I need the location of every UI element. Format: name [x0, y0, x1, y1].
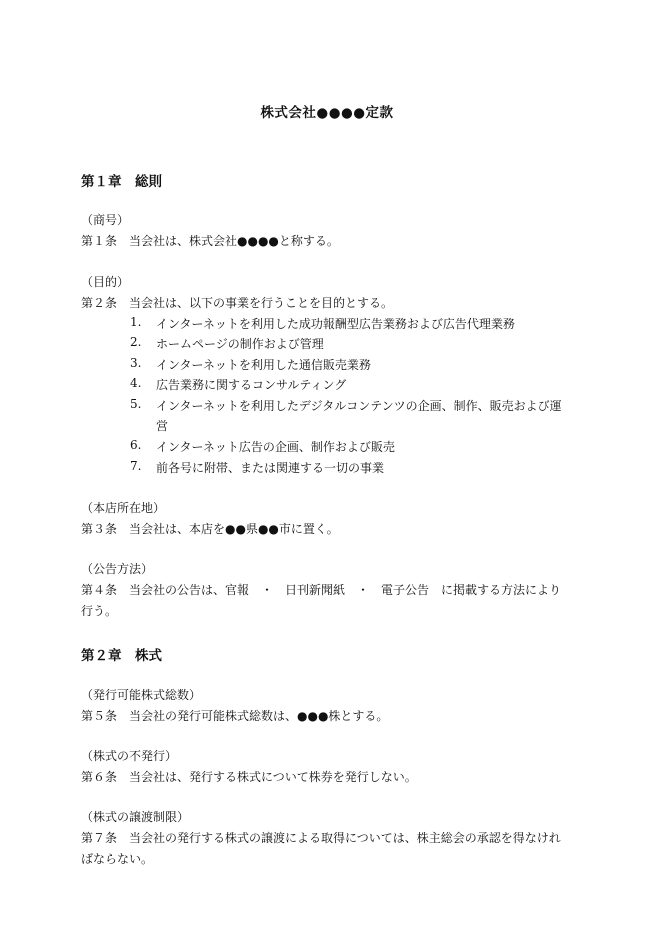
- article-text: 第１条 当会社は、株式会社●●●●と称する。: [81, 234, 339, 248]
- article-caption: （目的）: [81, 275, 130, 289]
- article-text-continuation: ばならない。: [81, 852, 154, 866]
- list-item: インターネットを利用した成功報酬型広告業務および広告代理業務: [156, 317, 515, 331]
- list-item: インターネットを利用したデジタルコンテンツの企画、制作、販売および運: [156, 399, 562, 413]
- list-item: インターネット広告の企画、制作および販売: [156, 440, 395, 454]
- document-title: 株式会社●●●●定款: [260, 105, 394, 121]
- list-item-continuation: 営: [156, 419, 169, 433]
- list-item-number: 2.: [130, 335, 142, 349]
- list-item: ホームページの制作および管理: [156, 337, 324, 351]
- article-caption: （商号）: [81, 213, 130, 227]
- article-caption: （本店所在地）: [81, 501, 166, 515]
- article-text: 第７条 当会社の発行する株式の譲渡による取得については、株主総会の承認を得なけれ: [81, 831, 561, 845]
- article-caption: （公告方法）: [81, 562, 154, 576]
- chapter-heading: 第１章 総則: [81, 174, 162, 190]
- list-item: 前各号に附帯、または関連する一切の事業: [156, 461, 385, 475]
- chapter-heading: 第２章 株式: [81, 648, 162, 664]
- list-item-number: 5.: [130, 397, 142, 411]
- article-text: 第３条 当会社は、本店を●●県●●市に置く。: [81, 522, 339, 536]
- list-item-number: 1.: [130, 315, 142, 329]
- article-text-continuation: 行う。: [81, 604, 118, 618]
- article-text: 第４条 当会社の公告は、官報 ・ 日刊新聞紙 ・ 電子公告 に掲載する方法により: [81, 583, 562, 597]
- list-item-number: 4.: [130, 376, 142, 390]
- list-item: インターネットを利用した通信販売業務: [156, 358, 371, 372]
- list-item-number: 3.: [130, 356, 142, 370]
- article-caption: （株式の不発行）: [81, 749, 178, 763]
- list-item-number: 6.: [130, 438, 142, 452]
- list-item-number: 7.: [130, 459, 142, 473]
- article-caption: （発行可能株式総数）: [81, 688, 202, 702]
- article-text: 第２条 当会社は、以下の事業を行うことを目的とする。: [81, 296, 394, 310]
- list-item: 広告業務に関するコンサルティング: [156, 378, 347, 392]
- article-text: 第６条 当会社は、発行する株式について株券を発行しない。: [81, 770, 417, 784]
- article-caption: （株式の譲渡制限）: [81, 810, 190, 824]
- article-text: 第５条 当会社の発行可能株式総数は、●●●株とする。: [81, 709, 389, 723]
